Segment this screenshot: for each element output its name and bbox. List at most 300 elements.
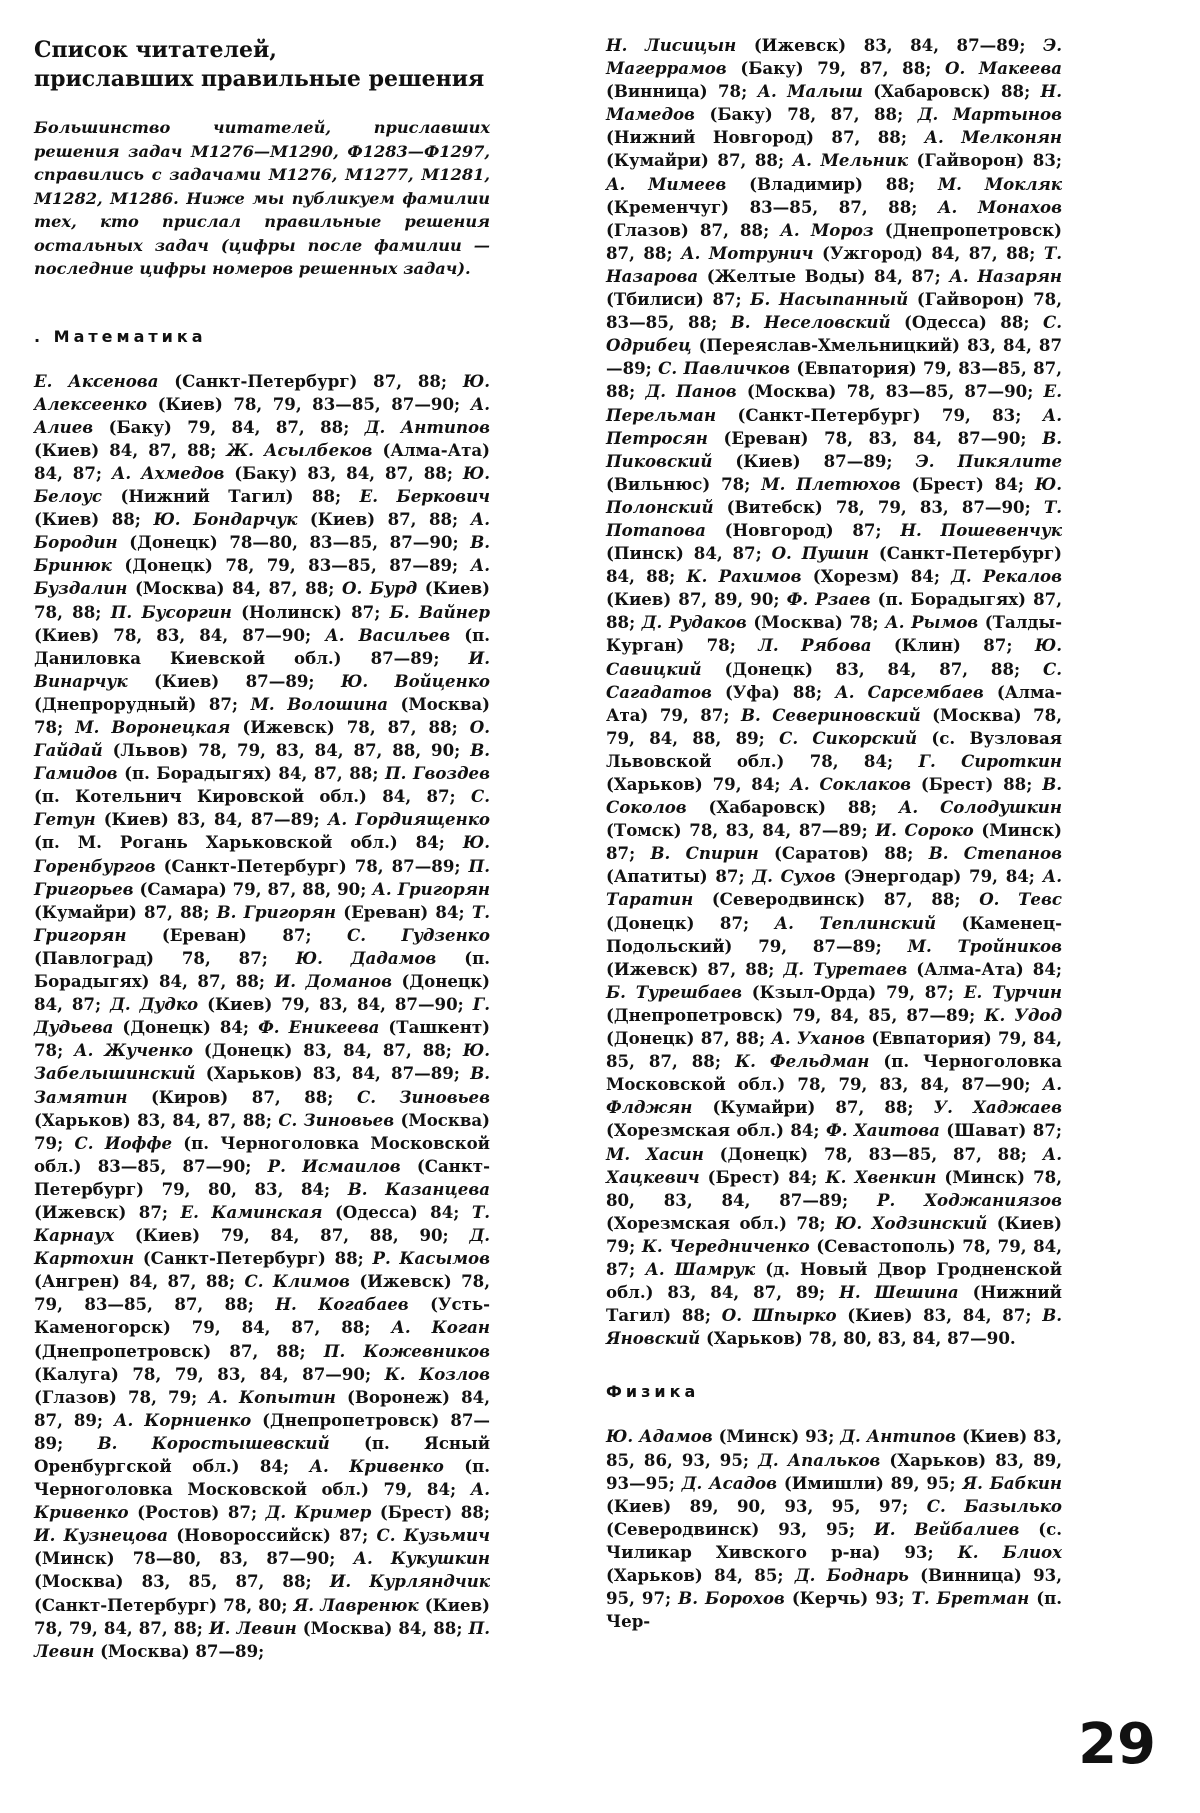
reader-name: А. Буздалин [34,555,490,599]
reader-name: А. Гордиященко [327,809,491,830]
reader-details: (Томск) 78, 83, 84, 87—89; [606,820,876,841]
reader-name: Д. Картохин [34,1225,490,1269]
reader-name: Д. Кример [265,1502,372,1523]
reader-details: (Санкт-Петербург) 84, 88; [606,543,1062,587]
math-entry [681,243,1044,263]
reader-details: (Самара) 79, 87, 88, 90; [133,878,373,899]
reader-details: (Калуга) 78, 79, 83, 84, 87—90; [34,1363,385,1384]
reader-details: (Брест) 88; [911,774,1043,794]
reader-details: (Киев) 79, 83, 84, 87—90; [198,994,473,1015]
reader-name: Н. Шешина [839,1282,959,1303]
reader-name: И. Кузнецова [34,1525,168,1546]
reader-details: (Севастополь) 78, 79, 84, 87; [606,1235,1062,1279]
reader-name: А. Соклаков [790,774,912,794]
math-entries-left [34,370,490,1663]
reader-name: В. Неселовский [730,312,891,333]
reader-name: Ю. Ходзинский [835,1212,988,1233]
reader-name: И. Вейбалиев [874,1518,1020,1539]
reader-name: Д. Апальков [758,1449,881,1470]
reader-details: (Брест) 84; [699,1166,826,1187]
reader-details: (Евпатория) 79, 84, 85, 87, 88; [606,1028,1062,1072]
reader-details: (Баку) 79, 87, 88; [726,58,946,79]
reader-details: (Ижевск) 78, 87, 88; [230,717,470,737]
right-column [606,34,1062,1633]
reader-details: (Киев) 79; [606,1212,1062,1256]
reader-details: (Нижний Новгород) 87, 88; [606,127,925,148]
reader-name: Ю. Войценко [340,670,490,691]
reader-details: (Энергодар) 79, 84; [835,866,1043,887]
reader-details: (п. Борадыгях) 87, 88; [606,589,1062,633]
reader-name: И. Курляндчик [329,1571,490,1592]
math-entry [783,959,1062,979]
reader-details: (Хабаровск) 88; [862,81,1041,102]
reader-name: Е. Перельман [606,381,1062,425]
reader-details: (Брест) 88; [371,1502,491,1523]
reader-details: (Винница) 93, 95, 97; [606,1565,1062,1609]
reader-details: (Ижевск) 78, 79, 83—85, 87, 88; [34,1271,491,1315]
reader-details: (Санкт-Петербург) 88; [134,1248,373,1269]
reader-name: Р. Ходжаниязов [877,1189,1062,1210]
math-entry [34,1525,377,1545]
reader-details: (Москва) 78; [34,693,490,737]
reader-details: (д. Новый Двор Гродненской обл.) 83, 84, 87, 89; [606,1258,1063,1303]
reader-details: (Киев) 78, 88; [34,578,490,622]
reader-name: А. Шамрук [645,1258,756,1279]
reader-name: Г. Сироткин [918,750,1062,771]
reader-details: (Киев) 84, 87, 88; [34,439,227,460]
reader-details: (Одесса) 84; [322,1201,472,1222]
reader-details: (Глазов) 78, 79; [34,1386,209,1407]
reader-name: С. Сагадатов [606,658,1062,702]
reader-name: В. Яновский [606,1305,1062,1349]
reader-details: (Саратов) 88; [758,843,929,864]
reader-name: Д. Туретаев [783,958,908,979]
reader-details: (Ростов) 87; [128,1502,266,1523]
reader-details: (п. Черноголовка Московской обл.) 78, 79, 83, 84, 87—90; [606,1051,1062,1095]
math-entry [606,35,1043,55]
reader-details: (Харьков) 79, 84; [606,774,791,794]
math-entry [110,994,473,1014]
reader-details: (Москва) 78; [746,612,886,633]
reader-details: (Алма-Ата) 79, 87; [606,681,1062,725]
reader-name: С. Сикорский [779,727,918,748]
reader-name: Ю. Полонский [606,473,1062,517]
reader-name: А. Бородин [34,509,490,553]
reader-name: А. Кривенко [34,1479,490,1523]
reader-name: Д. Боднарь [794,1565,909,1585]
reader-name: К. Фельдман [734,1051,870,1072]
physics-entry [678,1588,911,1608]
left-column [34,30,490,1663]
reader-name: С. Иоффе [74,1132,172,1153]
math-entry [642,612,885,632]
reader-name: А. Мельник [792,150,908,171]
reader-name: Б. Насыпанный [750,289,909,310]
reader-name: Н. Лисицын [606,35,737,55]
reader-name: Ю. Забелышинский [34,1040,490,1084]
reader-name: О. Пушин [771,543,870,564]
reader-name: Д. Антипов [840,1426,957,1447]
math-entry [790,774,1042,794]
reader-details: (Винница) 78; [606,81,758,102]
reader-details: (Донецк) 87, 88; [606,1028,772,1049]
reader-details: (Киев) 87—89; [712,450,916,471]
reader-name: П. Гвоздев [385,763,490,784]
reader-name: А. Петросян [606,404,1062,448]
reader-name: А. Малыш [757,81,863,102]
reader-name: Ф. Рзаев [786,589,871,610]
reader-name: А. Мороз [780,219,874,240]
physics-entry [682,1473,963,1493]
reader-name: Э. Магеррамов [606,35,1063,79]
reader-details: (Кзыл-Орда) 79, 87; [741,981,964,1002]
reader-name: Д. Мартынов [917,104,1062,125]
physics-heading: Физика [606,1382,700,1402]
title-line-1: Список читателей, [34,37,277,63]
page-number: 29 [1078,1712,1156,1777]
reader-name: Е. Турчин [963,981,1062,1002]
reader-name: Б. Турешбаев [606,981,742,1002]
reader-name: Г. Дудьева [34,994,491,1038]
reader-name: С. Кузьмич [376,1525,490,1546]
reader-details: (Минск) 78—80, 83, 87—90; [34,1548,354,1569]
reader-name: И. Винарчук [34,647,490,691]
reader-details: (Баку) 83, 84, 87, 88; [224,462,463,483]
reader-details: (Киев) 78, 79, 84, 87, 88; [34,1594,490,1638]
reader-details: (Хорезмская обл.) 84; [606,1120,826,1141]
reader-details: (Киев) 78, 83, 84, 87—90; [34,624,326,645]
reader-details: (Ереван) 78, 83, 84, 87—90; [707,427,1043,448]
reader-details: (Хорезмская обл.) 78; [606,1212,836,1233]
reader-name: Б. Вайнер [389,601,490,622]
reader-name: А. Мелконян [924,127,1062,148]
reader-details: (Керчь) 93; [784,1588,912,1609]
reader-name: Ю. Горенбургов [34,832,490,876]
reader-name: Д. Сухов [752,866,836,887]
reader-details: (Москва) 84, 88; [296,1617,469,1638]
reader-name: А. Флджян [606,1074,1062,1118]
reader-details: (Пинск) 84, 87; [606,543,772,564]
reader-name: А. Кривенко [309,1456,444,1476]
math-heading: . Математика [34,326,207,346]
reader-details: (Желтые Воды) 84, 87; [698,265,950,286]
reader-name: К. Удод [984,1004,1062,1025]
reader-details: (Шават) 87; [939,1120,1062,1141]
reader-details: (Москва) 78, 83—85, 87—90; [736,381,1044,402]
reader-name: А. Сарсембаев [835,681,984,702]
reader-details: (Глазов) 87, 88; [606,219,781,240]
reader-details: (Киев) 79, 84, 87, 88, 90; [114,1225,470,1246]
reader-details: (Гайворон) 78, 83—85, 88; [606,289,1062,333]
reader-details: (Кумайри) 87, 88; [606,150,793,171]
reader-details: (Ереван) 84; [336,901,472,922]
reader-name: С. Зиновьев [356,1086,491,1107]
reader-details: (Санкт-Петербург) 78, 87—89; [155,855,469,876]
reader-name: К. Хвенкин [825,1166,937,1187]
reader-details: (Хорезм) 84; [801,566,952,587]
reader-details: (Талды-Курган) 78; [606,612,1063,656]
reader-details: (Усть-Каменогорск) 79, 84, 87, 88; [34,1294,490,1338]
reader-name: Ю. Адамов [606,1426,713,1447]
reader-details: (Алма-Ата) 84; [907,958,1062,979]
reader-name: Р. Исмаилов [267,1155,401,1176]
reader-details: (Харьков) 84, 85; [606,1565,795,1585]
reader-name: А. Таратин [606,866,1062,910]
reader-details: (Москва) 83, 85, 87, 88; [34,1571,330,1592]
reader-name: А. Жученко [74,1040,193,1061]
reader-name: И. Левин [208,1617,297,1638]
reader-details: (Днепропетровск) 87—89; [34,1409,491,1453]
reader-details: (Ижевск) 87; [34,1201,181,1222]
reader-name: О. Бурд [342,578,418,599]
reader-name: Ю. Алексеенко [34,370,490,414]
reader-name: Д. Асадов [681,1472,778,1493]
reader-details: (Санкт-Петербург) 78, 80; [34,1594,294,1615]
reader-name: Т. Бретман [911,1588,1030,1609]
reader-name: П. Кожевников [323,1340,491,1361]
reader-name: А. Монахов [937,196,1063,217]
reader-details: (Донецк) 78, 83—85, 87, 88; [703,1143,1043,1164]
reader-details: (Вильнюс) 78; [606,473,762,494]
physics-entry [606,1426,840,1446]
reader-name: Т. Григорян [34,901,490,945]
reader-name: А. Васильев [325,624,451,645]
reader-name: Э. Пикялите [915,450,1062,471]
reader-name: А. Алиев [34,393,490,437]
reader-details: (Киев) 83, 85, 86, 93, 95; [606,1426,1062,1470]
reader-name: А. Теплинский [774,912,937,933]
reader-name: К. Блиох [957,1541,1062,1562]
math-entry [651,843,929,863]
reader-name: Е. Беркович [359,486,490,507]
reader-name: Д. Дудко [110,994,199,1015]
reader-name: Д. Рудаков [641,612,747,633]
reader-details: (Владимир) 88; [726,173,938,194]
math-entry [687,566,952,586]
reader-name: К. Рахимов [686,566,802,587]
reader-name: М. Воронецкая [75,717,231,737]
reader-name: С. Павличков [658,358,791,379]
reader-details: (Брест) 84; [900,473,1035,494]
reader-details: (Нижний Тагил) 88; [606,1282,1062,1326]
math-entry [606,174,938,194]
math-entry [112,463,463,483]
reader-name: С. Базылько [926,1495,1062,1516]
reader-name: Д. Антипов [364,416,490,437]
reader-details: (Тбилиси) 87; [606,289,751,310]
reader-details: (п. Чер- [606,1588,1062,1632]
reader-name: К. Чередниченко [641,1235,810,1256]
reader-name: Д. Рекалов [951,566,1063,587]
reader-name: Е. Аксенова [34,370,159,391]
math-entry [153,509,470,529]
math-entry [826,1120,1062,1140]
reader-name: Я. Лавренюк [293,1594,419,1615]
reader-details: (Уфа) 88; [711,681,836,702]
math-entry [722,1305,1042,1325]
page-title [34,36,490,94]
reader-name: А. Копытин [208,1386,336,1407]
reader-name: А. Корниенко [114,1409,252,1430]
reader-details: (Павлоград) 78, 87; [34,947,296,968]
reader-name: А. Мимеев [606,173,727,194]
reader-name: Д. Панов [645,381,737,402]
reader-details: (Минск) 87; [606,820,1063,864]
reader-name: А. Хацкевич [606,1143,1062,1187]
reader-details: (Переяслав-Хмельницкий) 83, 84, 87—89; [606,335,1062,379]
math-entry [731,312,1043,332]
reader-details: (с. Чиликар Хивского р-на) 93; [606,1518,1062,1562]
math-entry [34,371,463,391]
reader-name: Н. Когабаев [275,1294,409,1315]
reader-details: (Донецк) 87; [606,912,775,933]
reader-details: (Минск) 78, 80, 83, 84, 87—89; [606,1166,1062,1210]
reader-name: А. Ахмедов [111,462,225,483]
reader-details: (Гайворон) 83; [907,150,1062,171]
reader-name: Ф. Еникеева [258,1017,380,1038]
reader-name: А. Рымов [885,612,979,633]
reader-details: (Донецк) 84; [113,1017,259,1038]
title-line-2: приславших правильные решения [34,66,485,92]
intro-paragraph: Большинство читателей, приславших решения задач М1276—М1290, Ф1283—Ф1297, справились с задачами М1276, М1277, М1281, М1282, М1286. Ниже мы публикуем фамилии тех, кто прислал правильные решения остальных задач (цифры после фамилии — последние цифры номеров решенных задач). [34,118,490,278]
reader-name: М. Хасин [606,1143,704,1164]
reader-name: М. Мокляк [937,173,1063,194]
reader-name: М. Волошина [250,693,388,714]
math-entry [606,982,964,1002]
reader-details: (Киев) 88; [34,509,154,530]
reader-name: В. Севериновский [740,704,921,725]
reader-details: (Кременчуг) 83—85, 87, 88; [606,196,938,217]
reader-name: А. Кукушкин [353,1548,490,1569]
reader-name: М. Тройников [907,935,1062,956]
reader-details: (Киев) 89, 90, 93, 95, 97; [606,1495,927,1516]
reader-name: О. Гайдай [34,717,490,761]
reader-name: А. Солодушкин [898,797,1062,818]
reader-details: (Харьков) 83, 89, 93—95; [606,1449,1062,1493]
reader-name: Ю. Савицкий [606,635,1062,679]
reader-details: (Евпатория) 79, 83—85, 87, 88; [606,358,1063,402]
reader-details: (Харьков) 83, 84, 87, 88; [34,1109,279,1130]
reader-details: (с. Вузловая Львовской обл.) 78, 84; [606,727,1062,771]
reader-details: (Нижний Тагил) 88; [101,486,360,507]
reader-name: Л. Рябова [758,635,872,656]
reader-name: П. Бусоргин [110,601,232,622]
reader-name: Ж. Асылбеков [226,439,373,460]
reader-name: У. Хаджаев [933,1097,1063,1118]
reader-details: (Киев) 78, 79, 83—85, 87—90; [147,393,471,414]
reader-name: В. Гамидов [34,740,490,784]
reader-name: Р. Касымов [372,1248,491,1269]
reader-name: В. Спирин [650,843,759,864]
reader-name: Ю. Белоус [34,462,490,507]
math-entry [793,150,1062,170]
reader-name: В. Бринюк [34,532,490,576]
reader-details: (Донецк) 83, 84, 87, 88; [192,1040,463,1061]
reader-name: В. Замятин [34,1063,490,1107]
reader-details: (п. Котельнич Кировской обл.) 84, 87; [34,786,472,807]
reader-details: (Киев) 87—89; [127,670,341,691]
math-entry [758,81,1041,101]
math-entry [209,1618,469,1638]
reader-details: (Санкт-Петербург) 79, 83; [716,404,1043,425]
math-entry [758,635,1035,655]
reader-details: (Днепропетровск) 87, 88; [606,219,1063,263]
reader-details: (Ижевск) 87, 88; [606,958,784,979]
reader-name: Ю. Бондарчук [153,509,298,530]
reader-details: (Северодвинск) 93, 95; [606,1518,875,1539]
reader-name: Ю. Дадамов [295,947,437,968]
reader-details: (Днепрорудный) 87; [34,693,251,714]
reader-details: (Донецк) 84, 87; [34,971,490,1015]
reader-name: В. Соколов [606,774,1062,818]
reader-details: (Днепропетровск) 87, 88; [34,1340,324,1361]
reader-name: О. Тевс [979,889,1062,910]
math-entry [75,717,470,737]
reader-details: (Ужгород) 84, 87, 88; [813,242,1044,263]
reader-name: В. Григорян [216,901,337,922]
reader-details: (Донецк) 83, 84, 87, 88; [701,658,1044,679]
reader-name: В. Казанцева [347,1178,490,1199]
reader-details: (Баку) 79, 84, 87, 88; [93,416,365,437]
reader-details: (п. Черноголовка Московской обл.) 83—85, 87—90; [34,1132,490,1176]
math-entry [111,602,390,622]
reader-details: (Донецк) 78, 79, 83—85, 87—89; [111,555,471,576]
reader-details: (Ташкент) 78; [34,1017,490,1061]
reader-details: (п. М. Рогань Харьковской обл.) 84; [34,832,463,853]
reader-details: (Новороссийск) 87; [168,1525,377,1546]
math-entry [74,1040,463,1060]
reader-details: (Ижевск) 83, 84, 87—89; [736,35,1044,55]
reader-details: (Воронеж) 84, 87, 89; [34,1386,490,1430]
reader-details: (п. Борадыгях) 84, 87, 88; [117,763,385,784]
math-entry [606,1144,1043,1164]
reader-name: П. Григорьев [34,855,490,899]
reader-details: (Новгород) 87; [705,519,901,540]
reader-details: (Киев) 87, 88; [297,509,471,530]
math-entry [180,1202,471,1222]
reader-details: (Минск) 93; [712,1426,841,1447]
reader-details: (Киев) 83, 84, 87; [836,1305,1043,1326]
reader-details: (Санкт-Петербург) 87, 88; [158,370,463,391]
reader-name: А. Уханов [771,1028,866,1049]
reader-details: (п. Черноголовка Московской обл.) 79, 84; [34,1456,490,1500]
reader-details: (Северодвинск) 87, 88; [693,889,980,910]
reader-name: И. Сороко [875,820,974,841]
reader-details: (Хабаровск) 88; [686,797,899,818]
reader-name: К. Козлов [384,1363,490,1384]
reader-details: (Одесса) 88; [890,312,1044,333]
reader-details: (Москва) 79; [34,1109,490,1153]
reader-details: (Харьков) 83, 84, 87—89; [195,1063,471,1084]
reader-name: Я. Бабкин [962,1472,1062,1493]
reader-details: (Москва) 84, 87, 88; [127,578,342,599]
reader-details: (Москва) 78, 79, 84, 88, 89; [606,704,1062,748]
reader-details: (п. Борадыгях) 84, 87, 88; [34,947,490,992]
reader-name: Н. Мамедов [606,81,1062,125]
reader-name: В. Борохов [678,1588,785,1609]
reader-name: В. Коростышевский [97,1432,330,1453]
reader-details: (Москва) 87—89; [94,1640,265,1661]
reader-details: (Баку) 78, 87, 88; [694,104,918,125]
reader-name: Н. Пошевенчук [900,519,1062,540]
reader-details: (Клин) 87; [871,635,1035,656]
reader-details: (Имишли) 89, 95; [777,1472,963,1493]
reader-details: (Ангрен) 84, 87, 88; [34,1271,245,1292]
reader-details: (Львов) 78, 79, 83, 84, 87, 88, 90; [102,740,471,761]
reader-details: (Алма-Ата) 84, 87; [34,439,490,483]
reader-details: (п. Даниловка Киевской обл.) 87—89; [34,624,490,668]
reader-details: (Киев) 83, 84, 87—89; [95,809,328,830]
